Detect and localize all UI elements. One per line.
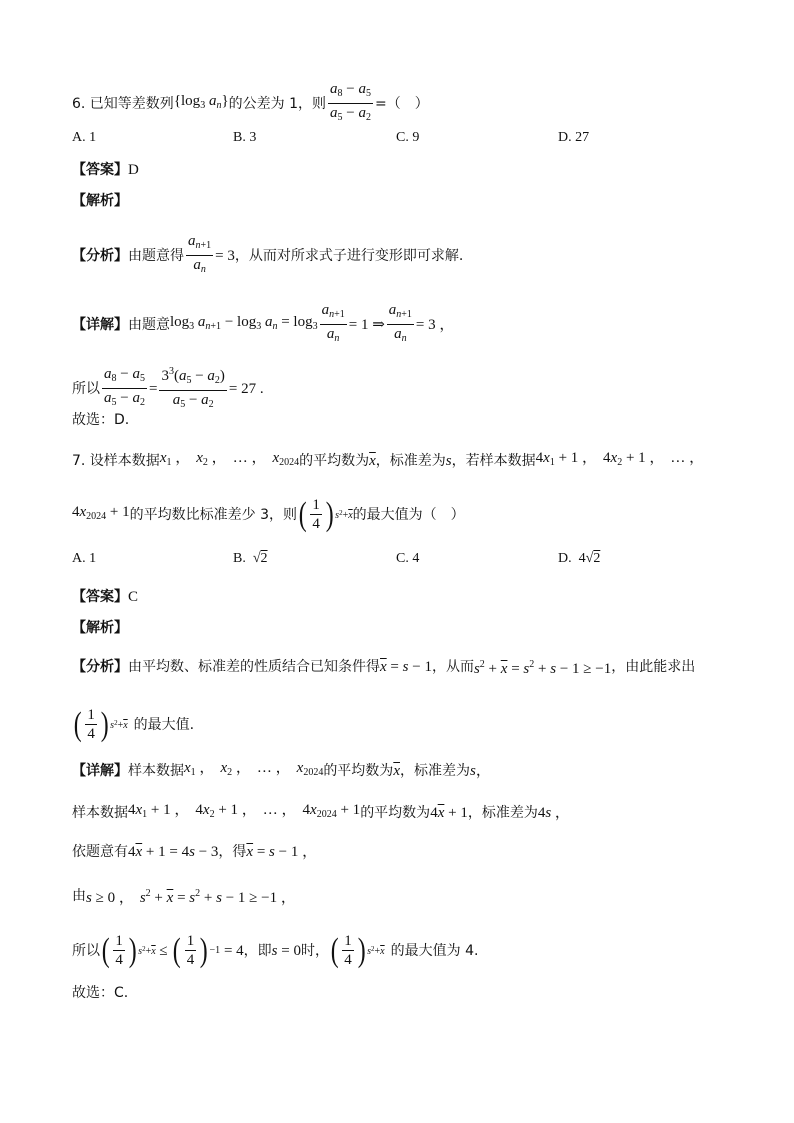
q6-conclusion bbox=[72, 410, 129, 430]
q7-analysis bbox=[72, 618, 128, 638]
q6-detail-line2-result: = 27 . bbox=[228, 380, 264, 397]
q6-fenxi-eq: = 3 bbox=[215, 247, 235, 264]
q7-mean-symbol: $\overline{x}$ bbox=[369, 452, 376, 469]
q7-sample-last: $4x_{2024} + 1$ bbox=[72, 504, 130, 522]
q7-option-c: C. 4 bbox=[396, 551, 420, 566]
q7-answer-value: C bbox=[128, 589, 139, 605]
q7-fenxi-a: 由平均数、标准差的性质结合已知条件得 bbox=[128, 659, 380, 675]
q6-option-d: D. 27 bbox=[558, 130, 590, 145]
q7-detail-line3 bbox=[72, 842, 317, 862]
q6-option-c: C. 9 bbox=[396, 130, 420, 145]
q7-detail-line2-a: 样本数据 bbox=[72, 804, 128, 821]
q6-detail-tag: 【详解】 bbox=[72, 316, 128, 333]
q7-detail-line4-expr: s ≥ 0 ， $s^2 + \overline{x} = s^2 + s - 1 \ge -1$ ， bbox=[86, 888, 296, 906]
q7-detail-b: 的平均数为 bbox=[323, 762, 394, 779]
q7-detail-line2-mean: $4\overline{x} + 1$ bbox=[430, 804, 468, 821]
q7-detail-c: ，标准差为 bbox=[399, 762, 470, 779]
q6-fenxi-tag: 【分析】 bbox=[72, 247, 128, 264]
q7-detail-sample-list: $x_1$ ， $x_2$ ， … ， $x_{2024}$ bbox=[184, 760, 324, 778]
q6-detail-line2-fraction-2: $\frac{3^3(a_5 - a_2)}{a_5 - a_2}$ bbox=[159, 363, 226, 414]
q7-option-b: B. √2 bbox=[233, 551, 268, 566]
q7-stem-line2 bbox=[72, 496, 465, 533]
q6-answer-tag: 【答案】 bbox=[72, 162, 128, 178]
q7-detail-tag: 【详解】 bbox=[72, 762, 128, 779]
q7-detail-line3-eq1: $4\overline{x} + 1 = 4s - 3$ bbox=[128, 844, 219, 860]
q6-option-b: B. 3 bbox=[233, 130, 257, 145]
q7-fenxi-c: ，由此能求出 bbox=[611, 659, 696, 675]
q7-detail-s: s bbox=[469, 762, 476, 779]
q7-detail-line4-a: 由 bbox=[72, 888, 86, 904]
q7-stem bbox=[72, 448, 704, 473]
q7-detail-line3-eq2: $\overline{x} = s - 1$ ， bbox=[246, 844, 318, 860]
q6-detail-fraction-1: $\frac{a_{n+1}}{a_n}$ bbox=[321, 302, 345, 344]
q7-conclusion-text: 故选：C. bbox=[72, 985, 129, 1001]
q7-detail-line2-sd: 4s ， bbox=[537, 804, 570, 821]
q6-detail bbox=[72, 301, 454, 348]
q6-ratio-fraction: $\frac{a_8 - a_5}{a_5 - a_2}$ bbox=[330, 81, 371, 123]
q7-fenxi-eq2: $s^2 + \overline{x} = s^2 + s - 1 \ge -1$ bbox=[473, 659, 612, 677]
q7-detail-line2-b: 的平均数为 bbox=[360, 804, 431, 821]
q7-detail-line5 bbox=[72, 932, 478, 969]
q7-conclusion bbox=[72, 983, 128, 1003]
q7-detail-mean: $\overline{x}$ bbox=[393, 762, 400, 779]
q6-fenxi-fraction: $\frac{a_{n+1}}{a_n}$ bbox=[188, 233, 212, 275]
q6-stem-mid: 的公差为 1，则 bbox=[228, 95, 326, 112]
q7-detail-line5-power-3: ( $\frac{1}{4}$ ) $s^2+\overline{x}$ bbox=[330, 931, 385, 969]
q7-detail-line5-a: 所以 bbox=[72, 942, 100, 959]
q6-answer-value: D bbox=[128, 162, 139, 178]
q7-fenxi-tag: 【分析】 bbox=[72, 659, 128, 675]
q7-stem-a: 的平均数为 bbox=[299, 452, 370, 469]
q7-analysis-tag: 【解析】 bbox=[72, 620, 128, 636]
q6-detail-expr: $\log_3 a_{n+1} - \log_3 a_n = \log_3$ bbox=[170, 314, 318, 332]
q7-sample-list: $x_1$ ， $x_2$ ， … ， $x_{2024}$ bbox=[159, 450, 300, 468]
q6-detail-implies: = 1 ⇒ bbox=[348, 316, 385, 333]
q7-detail-line5-b: ，即 bbox=[243, 942, 272, 959]
q7-detail-a: 样本数据 bbox=[128, 762, 184, 779]
q7-detail-line3-b: ，得 bbox=[218, 844, 247, 860]
q7-option-a: A. 1 bbox=[72, 551, 97, 566]
q7-detail-line5-eq: = 4 bbox=[220, 942, 244, 959]
q6-conclusion-text: 故选：D. bbox=[72, 412, 130, 428]
q7-detail-line4 bbox=[72, 884, 296, 908]
q7-detail-line5-c: 时， bbox=[300, 942, 329, 959]
q7-s-symbol: s bbox=[445, 452, 452, 469]
q6-analysis bbox=[72, 191, 128, 211]
q6-stem-pre: 6. 已知等差数列 bbox=[72, 95, 174, 112]
q7-stem-pre: 7. 设样本数据 bbox=[72, 452, 160, 469]
q7-option-d: D. 4√2 bbox=[558, 551, 601, 566]
q7-detail-line3-a: 依题意有 bbox=[72, 844, 128, 860]
q7-fenxi-power: ( $\frac{1}{4}$ ) $s^2+\overline{x}$ bbox=[73, 705, 128, 743]
q7-detail-line5-power-2: ( $\frac{1}{4}$ ) −1 bbox=[173, 931, 221, 969]
q6-detail-line2-pre: 所以 bbox=[72, 380, 100, 397]
q6-detail-line2 bbox=[72, 363, 264, 414]
q7-fenxi-d: 的最大值. bbox=[133, 716, 195, 733]
q7-detail-line5-d: 的最大值为 4. bbox=[390, 942, 479, 959]
q7-fenxi-line2 bbox=[72, 706, 194, 743]
q7-detail-line5-le: ≤ bbox=[155, 942, 172, 959]
q7-option-b-label: B. bbox=[233, 551, 246, 566]
q6-stem bbox=[72, 80, 429, 127]
q7-detail-line2-list: $4x_1 + 1$ ， $4x_2 + 1$ ， … ， $4x_{2024} + 1$ bbox=[128, 802, 361, 820]
q7-detail-line2-c: ，标准差为 bbox=[467, 804, 538, 821]
q7-detail: 【详解】 样本数据 $x_1$ ， $x_2$ ， … ， $x_{2024}$ 的平均数为 $\overline{x}$ ，标准差为 s ， bbox=[72, 758, 491, 783]
q6-sequence-expr: {$\log_3$ $a_n$} bbox=[173, 93, 229, 111]
q6-stem-post: =（ ） bbox=[374, 95, 429, 112]
q6-fenxi bbox=[72, 232, 463, 279]
q7-stem-b: ，标准差为 bbox=[375, 452, 446, 469]
q7-fenxi bbox=[72, 655, 695, 679]
q7-answer bbox=[72, 587, 138, 607]
q7-fenxi-eq1: $\overline{x} = s - 1$ bbox=[380, 659, 432, 675]
q6-fenxi-post: ，从而对所求式子进行变形即可求解. bbox=[234, 247, 464, 264]
q7-detail-line5-power-1: ( $\frac{1}{4}$ ) $s^2+\overline{x}$ bbox=[101, 931, 156, 969]
q6-answer bbox=[72, 160, 139, 180]
q6-analysis-tag: 【解析】 bbox=[72, 193, 128, 209]
q6-option-a: A. 1 bbox=[72, 130, 97, 145]
q7-detail-line2 bbox=[72, 800, 570, 825]
q7-stem-line2-b: 的最大值为（ ） bbox=[352, 506, 465, 523]
q7-sample-list-2: $4x_1 + 1$ ， $4x_2 + 1$ ， … ， bbox=[535, 450, 705, 468]
q6-detail-line2-fraction-1: $\frac{a_8 - a_5}{a_5 - a_2}$ bbox=[104, 366, 145, 408]
q7-stem-c: ，若样本数据 bbox=[451, 452, 536, 469]
q6-detail-result: = 3 ， bbox=[415, 316, 455, 333]
q6-fenxi-pre: 由题意得 bbox=[128, 247, 184, 264]
q7-option-d-label: D. bbox=[558, 551, 572, 566]
q6-eq-sign: = bbox=[148, 380, 158, 397]
q7-fenxi-b: ，从而 bbox=[431, 659, 474, 675]
q6-detail-pre: 由题意 bbox=[128, 316, 170, 333]
q7-stem-line2-a: 的平均数比标准差少 3，则 bbox=[129, 506, 297, 523]
q7-answer-tag: 【答案】 bbox=[72, 589, 128, 605]
q6-detail-fraction-2: $\frac{a_{n+1}}{a_n}$ bbox=[388, 302, 412, 344]
q7-power-expr: ( $\frac{1}{4}$ ) $s^2+\overline{x}$ bbox=[298, 495, 353, 533]
q7-detail-line5-s0: s = 0 bbox=[271, 942, 301, 959]
